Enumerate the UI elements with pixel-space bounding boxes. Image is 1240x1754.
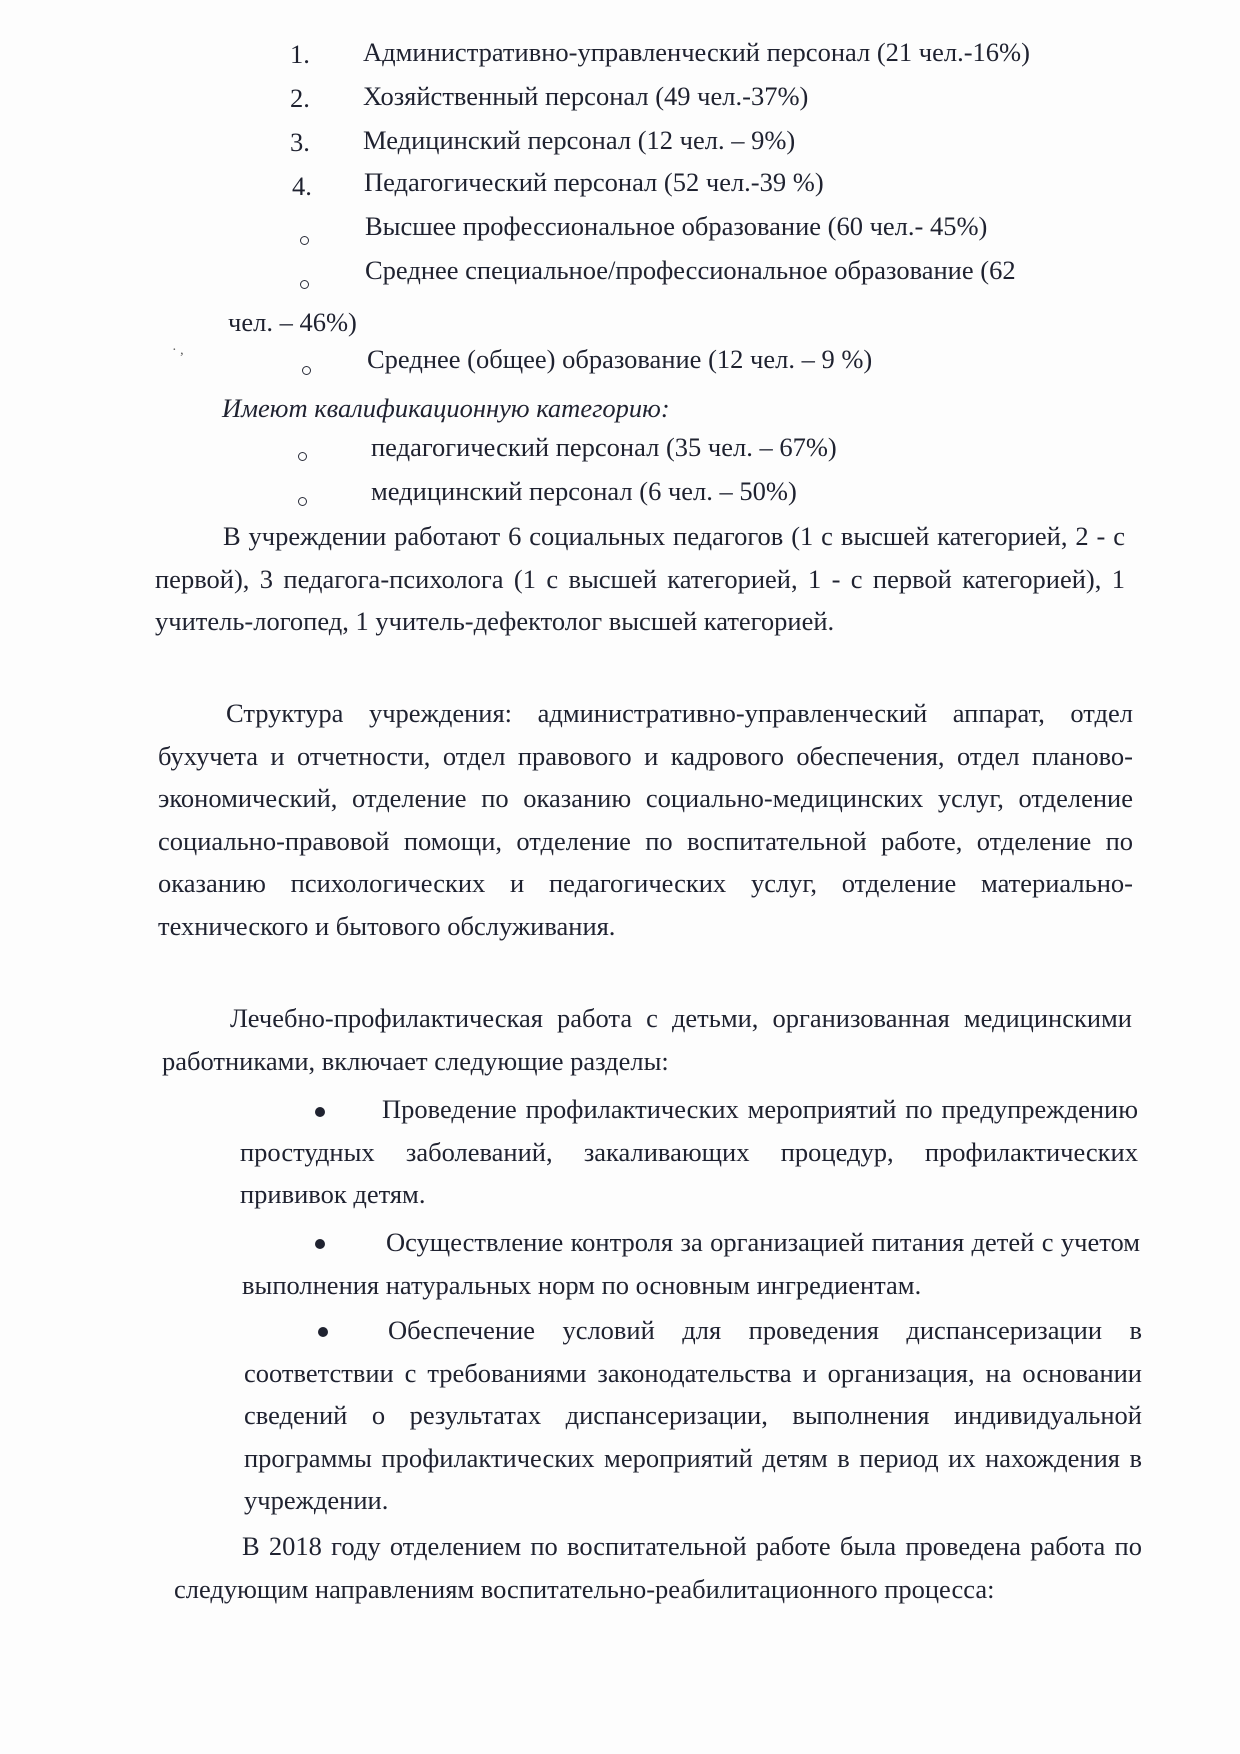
document-page: 1. Административно-управленческий персонал (21 чел.-16%) 2. Хозяйственный персонал (49 чел.-37%) 3. Медицинский персонал (12 чел. – 9%) 4. Педагогический персонал (52 чел.-39 %) Высшее профессиональное образование (60 чел.- 45%) Среднее специальное/профессиональное образование (62 чел. – 46%) · , Среднее (общее) образование (12 чел. – 9 %) Имеют квалификационную категорию: педагогический персонал (35 чел. – 67%) медицинский персонал (6 чел. – 50%) В учреждении работают 6 социальных педагогов (1 с высшей категорией, 2 - с первой), 3 педагога-психолога (1 с высшей категорией, 1 - с первой категорией), 1 учитель-логопед, 1 учитель-дефектолог высшей категорией. Структура учреждения: административно-управленческий аппарат, отдел бухучета и отчетности, отдел правового и кадрового обеспечения, отдел планово-экономический, отделение по оказанию социально-медицинских услуг, отделение социально-правовой помощи, отделение по воспитательной работе, отделение по оказанию психологических и педагогических услуг, отделение материально-технического и бытового обслуживания. Лечебно-профилактическая работа с детьми, организованная медицинскими работниками, включает следующие разделы: Проведение профилактических мероприятий по предупреждению простудных заболеваний, закаливающих процедур, профилактических прививок детям. Осуществление контроля за организацией питания детей с учетом выполнения натуральных норм по основным ингредиентам. Обеспечение условий для проведения диспансеризации в соответствии с требованиями законодательства и организация, на основании сведений о результатах диспансеризации, выполнения индивидуальной программы профилактических мероприятий детям в период их нахождения в учреждении. В 2018 году отделением по воспитательной работе была проведена работа по следующим направлениям воспитательно-реабилитационного процесса: — [0, 0, 1240, 1754]
list-number: 1. — [290, 39, 310, 69]
circle-bullet-icon — [298, 452, 307, 461]
paragraph-structure — [158, 692, 1133, 947]
bullet-text: Проведение профилактических мероприятий по предупреждению простудных заболеваний, закаливающих процедур, профилактических прививок детям. — [240, 1094, 1138, 1209]
bullet-text: Обеспечение условий для проведения диспансеризации в соответствии с требованиями законодательства и организация, на основании сведений о результатах диспансеризации, выполнения индивидуальной программы профилактических мероприятий детям в период их нахождения в учреждении. — [244, 1315, 1142, 1515]
paragraph-specialists — [155, 515, 1125, 643]
bullet-item — [240, 1088, 1138, 1216]
list-item: Административно-управленческий персонал (21 чел.-16%) — [363, 37, 1030, 67]
paragraph-closing — [174, 1525, 1142, 1610]
paragraph-medical-intro — [162, 997, 1132, 1082]
paragraph-text: Лечебно-профилактическая работа с детьми, организованная медицинскими работниками, включает следующие разделы: — [162, 1003, 1132, 1076]
list-item: Медицинский персонал (12 чел. – 9%) — [363, 125, 796, 155]
list-item: медицинский персонал (6 чел. – 50%) — [371, 476, 797, 506]
list-item: Высшее профессиональное образование (60 чел.- 45%) — [365, 211, 988, 241]
circle-bullet-icon — [302, 366, 311, 375]
list-item: Хозяйственный персонал (49 чел.-37%) — [363, 81, 809, 111]
list-number: 4. — [292, 171, 312, 201]
list-number: 3. — [290, 127, 310, 157]
list-number: 2. — [290, 83, 310, 113]
list-item: педагогический персонал (35 чел. – 67%) — [371, 432, 837, 462]
list-item: Среднее специальное/профессиональное образование (62 — [365, 255, 1016, 285]
list-item-continuation: чел. – 46%) — [228, 307, 357, 337]
circle-bullet-icon — [300, 280, 309, 289]
circle-bullet-icon — [298, 497, 307, 506]
bullet-text: Осуществление контроля за организацией питания детей с учетом выполнения натуральных норм по основным ингредиентам. — [242, 1227, 1140, 1300]
circle-bullet-icon — [300, 236, 309, 245]
list-item: Педагогический персонал (52 чел.-39 %) — [364, 167, 824, 197]
list-item: Среднее (общее) образование (12 чел. – 9 %) — [367, 344, 873, 374]
bullet-item — [244, 1309, 1142, 1522]
paragraph-text: Структура учреждения: административно-управленческий аппарат, отдел бухучета и отчетности, отдел правового и кадрового обеспечения, отдел планово-экономический, отделение по оказанию социально-медицинских услуг, отделение социально-правовой помощи, отделение по воспитательной работе, отделение по оказанию психологических и педагогических услуг, отделение материально-технического и бытового обслуживания. — [158, 698, 1133, 941]
bullet-item — [242, 1221, 1140, 1306]
paragraph-text: В учреждении работают 6 социальных педагогов (1 с высшей категорией, 2 - с первой), 3 педагога-психолога (1 с высшей категорией, 1 - с первой категорией), 1 учитель-логопед, 1 учитель-дефектолог высшей категорией. — [155, 521, 1125, 636]
section-heading: Имеют квалификационную категорию: — [222, 393, 670, 423]
paragraph-text: В 2018 году отделением по воспитательной работе была проведена работа по следующим направлениям воспитательно-реабилитационного процесса: — [174, 1531, 1142, 1604]
